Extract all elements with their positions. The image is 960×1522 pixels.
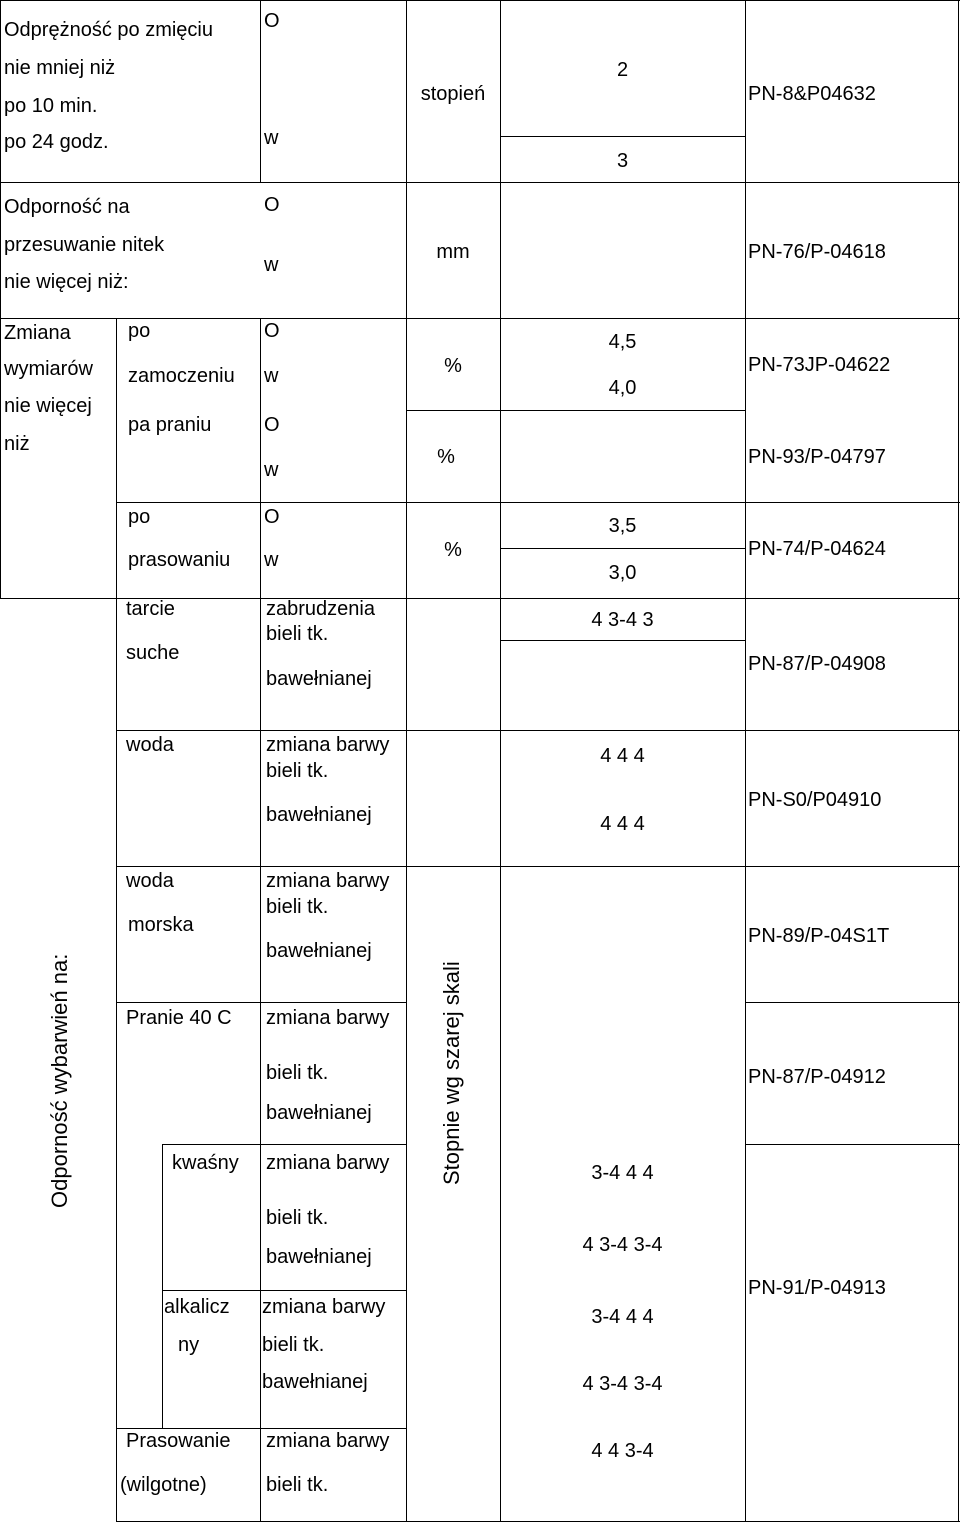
sea-water-effect-line-3: bawełnianej xyxy=(266,940,372,962)
soak-unit: % xyxy=(444,355,462,377)
alkaline-effect-line-2: bieli tk. xyxy=(262,1334,325,1356)
acid-values-2: 4 3-4 3-4 xyxy=(582,1234,663,1256)
dry-rub-standard: PN-87/P-04908 xyxy=(748,653,886,675)
soak-standard: PN-73JP-04622 xyxy=(748,354,891,376)
wash40-standard: PN-87/P-04912 xyxy=(748,1066,886,1088)
water-effect-line-3: bawełnianej xyxy=(266,804,372,826)
acid-effect-line-1: zmiana barwy xyxy=(266,1152,390,1174)
dry-rub-label-line-1: tarcie xyxy=(126,598,175,620)
slip-label-line-2: przesuwanie nitek xyxy=(4,234,165,256)
sea-water-label-line-2: morska xyxy=(128,914,194,936)
dimension-label-line-1: Zmiana xyxy=(4,322,71,344)
slip-type-weft: w xyxy=(264,254,279,276)
ironing-value-1: 3,5 xyxy=(608,515,637,537)
wash40-effect-line-1: zmiana barwy xyxy=(266,1007,390,1029)
dry-rub-effect-line-2: bieli tk. xyxy=(266,623,329,645)
alkaline-effect-line-1: zmiana barwy xyxy=(262,1296,386,1318)
ironing-type-weft: w xyxy=(264,549,279,571)
fastness-label: Odporność wybarwień na: xyxy=(47,953,72,1208)
water-effect-line-1: zmiana barwy xyxy=(266,734,390,756)
recovery-standard: PN-8&P04632 xyxy=(748,83,876,105)
acid-values-1: 3-4 4 4 xyxy=(591,1162,654,1184)
wash-type-warp: O xyxy=(264,414,280,436)
sea-water-label-line-1: woda xyxy=(126,870,174,892)
acid-label: kwaśny xyxy=(172,1152,239,1174)
recovery-value-2: 3 xyxy=(616,150,629,172)
dry-rub-values: 4 3-4 3 xyxy=(591,609,654,631)
grey-scale-label: Stopnie wg szarej skali xyxy=(439,961,464,1185)
recovery-label-line-2: nie mniej niż xyxy=(4,57,116,79)
sea-water-standard: PN-89/P-04S1T xyxy=(748,925,890,947)
sea-water-effect-line-1: zmiana barwy xyxy=(266,870,390,892)
ironing-standard: PN-74/P-04624 xyxy=(748,538,886,560)
recovery-type-warp: O xyxy=(264,10,280,32)
ironing-unit: % xyxy=(444,539,462,561)
ironing-wet-effect-line-2: bieli tk. xyxy=(266,1474,329,1496)
wash40-effect-line-2: bieli tk. xyxy=(266,1062,329,1084)
ironing-value-2: 3,0 xyxy=(608,562,637,584)
ironing-label-line-1: po xyxy=(128,506,151,528)
ironing-wet-label-line-2: (wilgotne) xyxy=(120,1474,207,1496)
dimension-value-1: 4,5 xyxy=(608,331,637,353)
recovery-value-1: 2 xyxy=(616,59,629,81)
water-values-2: 4 4 4 xyxy=(600,813,645,835)
dry-rub-label-line-2: suche xyxy=(126,642,180,664)
alkaline-label-line-2: ny xyxy=(178,1334,200,1356)
wash-type-weft: w xyxy=(264,459,279,481)
alkaline-label-line-1: alkalicz xyxy=(164,1296,230,1318)
recovery-label-line-1: Odprężność po zmięciu xyxy=(4,19,213,41)
slip-label-line-1: Odporność na xyxy=(4,196,130,218)
ironing-wet-effect-line-1: zmiana barwy xyxy=(266,1430,390,1452)
slip-unit: mm xyxy=(436,241,470,263)
soak-type-weft: w xyxy=(264,365,279,387)
acid-effect-line-2: bieli tk. xyxy=(266,1207,329,1229)
recovery-label-line-3: po 10 min. xyxy=(4,95,98,117)
dimension-label-line-4: niż xyxy=(4,433,30,455)
ironing-wet-label-line-1: Prasowanie xyxy=(126,1430,231,1452)
ironing-type-warp: O xyxy=(264,506,280,528)
alkaline-standard: PN-91/P-04913 xyxy=(748,1277,886,1299)
slip-standard: PN-76/P-04618 xyxy=(748,241,886,263)
ironing-label-line-2: prasowaniu xyxy=(128,549,231,571)
dry-rub-effect-line-3: bawełnianej xyxy=(266,668,372,690)
acid-effect-line-3: bawełnianej xyxy=(266,1246,372,1268)
alkaline-effect-line-3: bawełnianej xyxy=(262,1371,368,1393)
recovery-unit: stopień xyxy=(420,83,486,105)
slip-label-line-3: nie więcej niż: xyxy=(4,271,129,293)
water-label: woda xyxy=(126,734,174,756)
soak-type-warp: O xyxy=(264,320,280,342)
soak-label-line-2: zamoczeniu xyxy=(128,365,235,387)
water-values-1: 4 4 4 xyxy=(600,745,645,767)
wash-standard: PN-93/P-04797 xyxy=(748,446,886,468)
recovery-label-line-4: po 24 godz. xyxy=(4,131,109,153)
water-effect-line-2: bieli tk. xyxy=(266,760,329,782)
dry-rub-effect-line-1: zabrudzenia xyxy=(266,598,375,620)
ironing-wet-values: 4 4 3-4 xyxy=(591,1440,654,1462)
wash-unit: % xyxy=(437,446,455,468)
soak-label-line-1: po xyxy=(128,320,151,342)
wash-label: pa praniu xyxy=(128,414,212,436)
water-standard: PN-S0/P04910 xyxy=(748,789,882,811)
dimension-label-line-2: wymiarów xyxy=(4,358,93,380)
sea-water-effect-line-2: bieli tk. xyxy=(266,896,329,918)
alkaline-values-2: 4 3-4 3-4 xyxy=(582,1373,663,1395)
alkaline-values-1: 3-4 4 4 xyxy=(591,1306,654,1328)
dimension-value-2: 4,0 xyxy=(608,377,637,399)
wash40-effect-line-3: bawełnianej xyxy=(266,1102,372,1124)
slip-type-warp: O xyxy=(264,194,280,216)
recovery-type-weft: w xyxy=(264,127,279,149)
wash40-label: Pranie 40 C xyxy=(126,1007,232,1029)
dimension-label-line-3: nie więcej xyxy=(4,395,92,417)
